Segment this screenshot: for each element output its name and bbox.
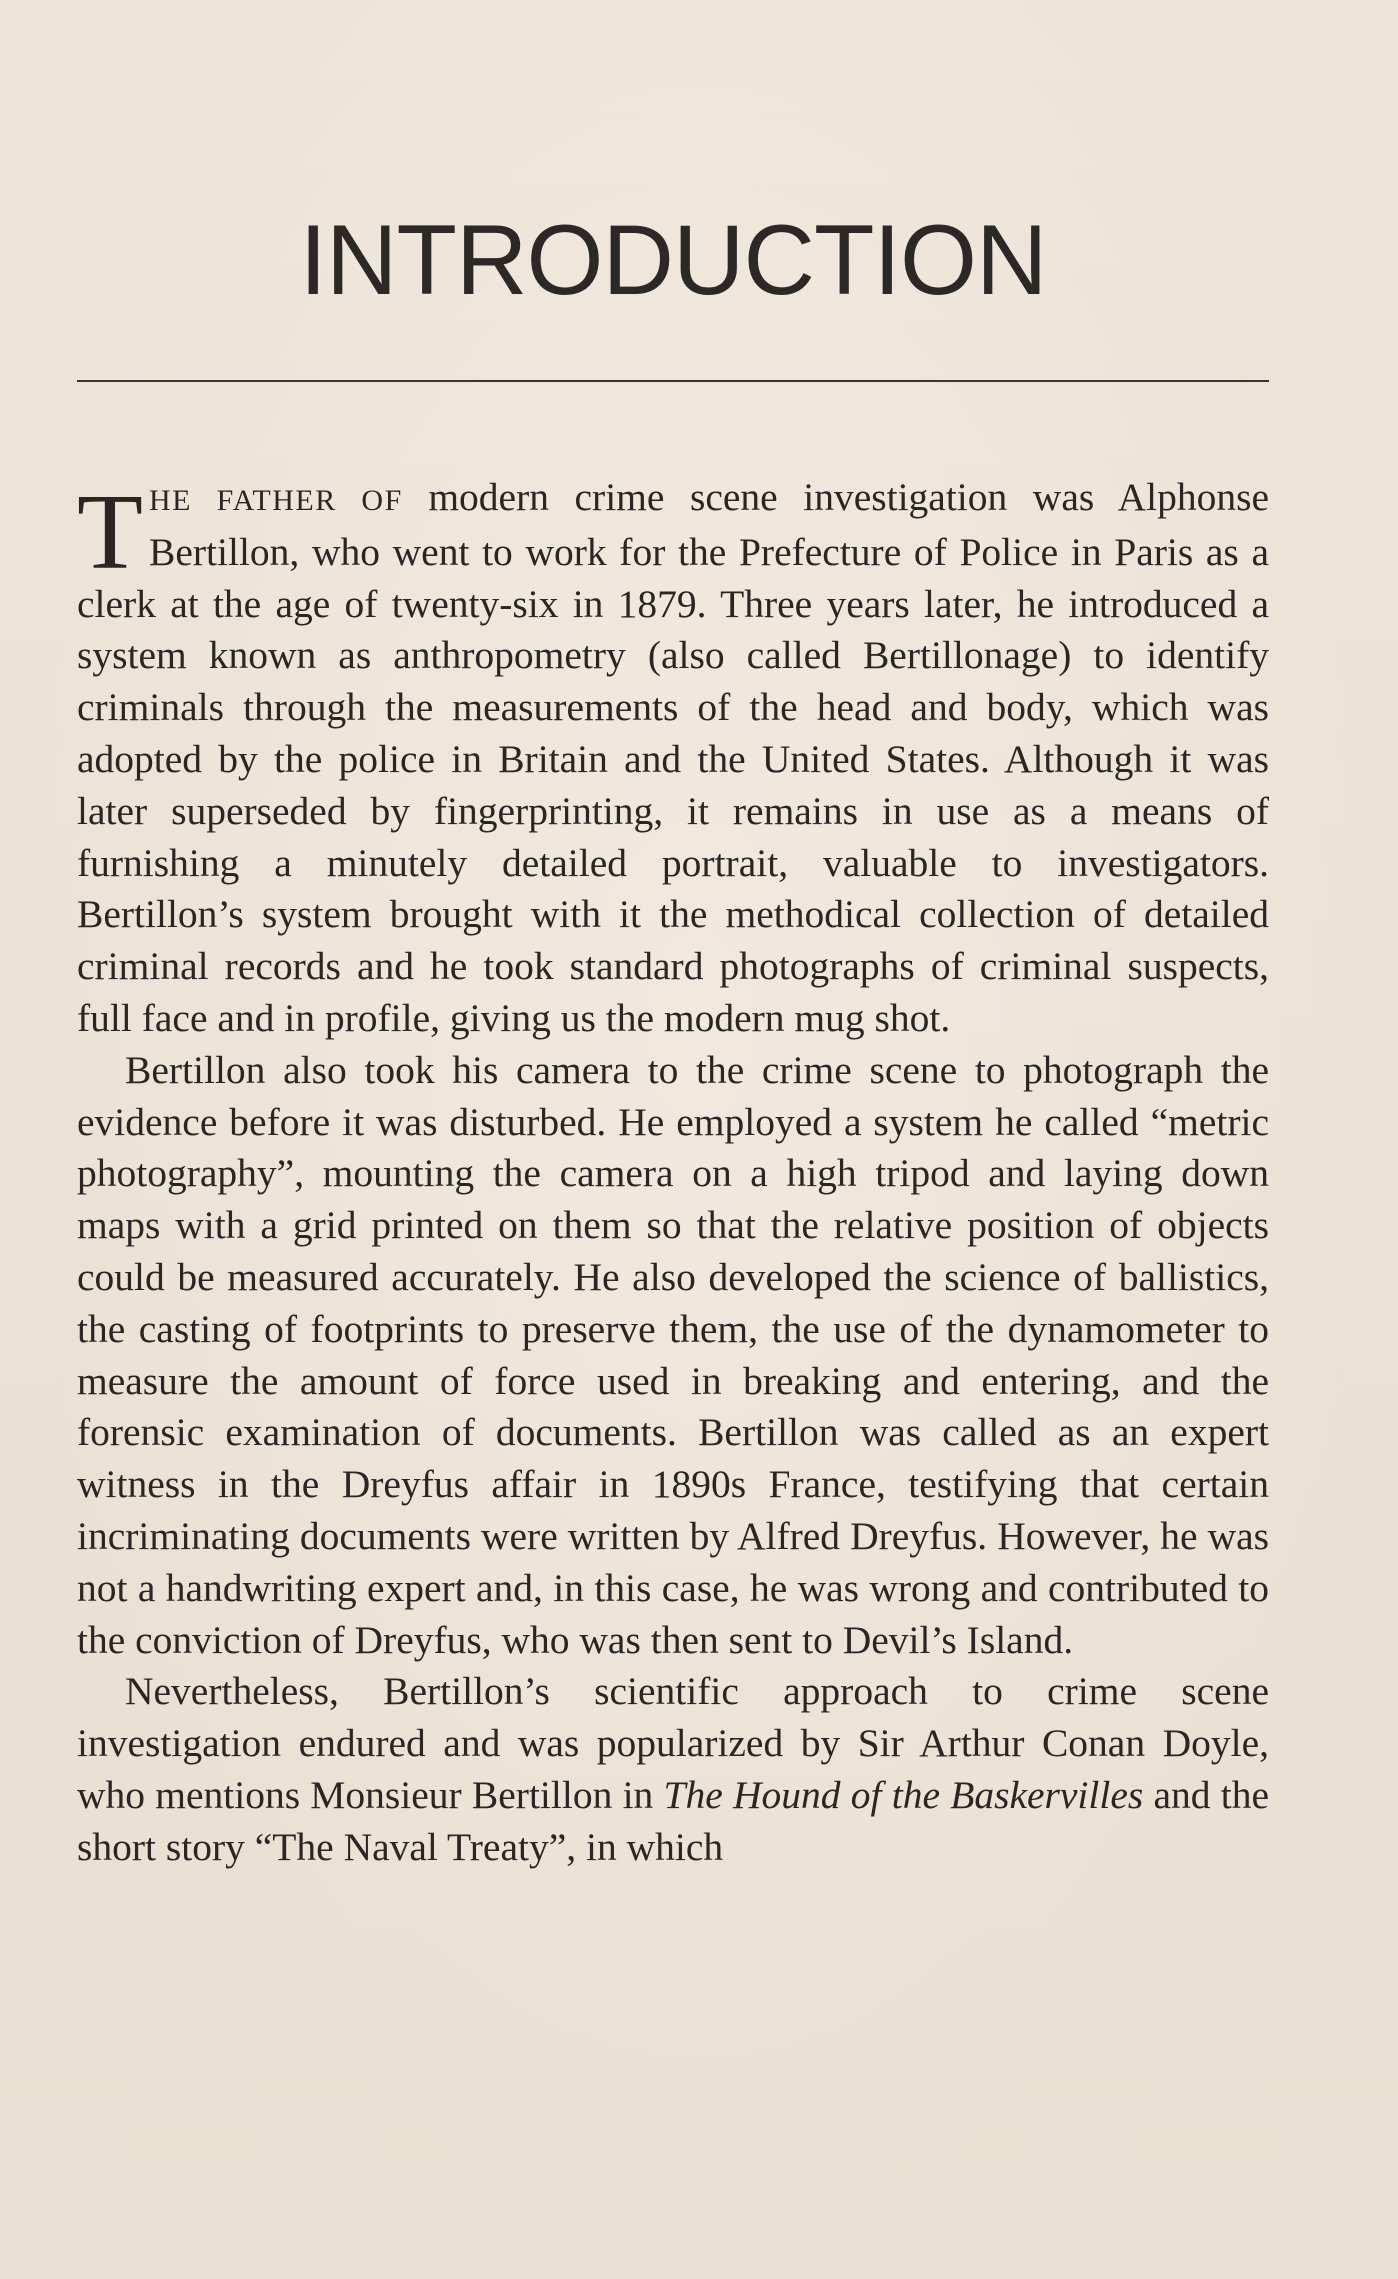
- paragraph-3: [77, 1666, 1269, 1873]
- paragraph-2: Bertillon also took his camera to the crime scene to photograph the evidence before it was disturbed. He employed a system he called “metric photography”, mounting the camera on a high tripod and laying down maps with a grid printed on them so that the relative position of objects could be measured accurately. He also developed the science of ballistics, the casting of footprints to preserve them, the use of the dynamometer to measure the amount of force used in breaking and entering, and the forensic examination of documents. Bertillon was called as an expert witness in the Dreyfus affair in 1890s France, testifying that certain incriminating documents were written by Alfred Dreyfus. However, he was not a handwriting expert and, in this case, he was wrong and contributed to the conviction of Dreyfus, who was then sent to Devil’s Island.: [77, 1047, 1269, 1662]
- paragraph-1: [77, 472, 1269, 1045]
- body-text: [77, 472, 1269, 1874]
- paragraph-1-text: modern crime scene investigation was Alphonse Bertillon, who went to work for the Prefecture of Police in Paris as a clerk at the age of twenty-six in 1879. Three years later, he introduced a system known as anthropometry (also called Bertillonage) to identify criminals through the measurements of the head and body, which was adopted by the police in Britain and the United States. Although it was later superseded by fingerprinting, it remains in use as a means of furnishing a minutely detailed portrait, valuable to investigators. Bertillon’s system brought with it the methodical collection of detailed criminal records and he took standard photographs of criminal suspects, full face and in profile, giving us the modern mug shot.: [77, 475, 1269, 1040]
- paragraph-3-text-before: Nevertheless, Bertillon’s scientific approach to crime scene investigation endured and was popularized by Sir Arthur Conan Doyle, who mentions Monsieur Bertillon in: [77, 1669, 1269, 1817]
- drop-cap: T: [77, 473, 143, 592]
- paragraph-3-text-after: and the short story “The Naval Treaty”, in which: [77, 1772, 1269, 1869]
- heading-rule: [77, 380, 1269, 382]
- opening-small-caps: HE FATHER OF: [148, 484, 403, 517]
- chapter-heading: INTRODUCTION: [299, 204, 1047, 315]
- book-title-italic: The Hound of the Baskervilles: [663, 1772, 1144, 1817]
